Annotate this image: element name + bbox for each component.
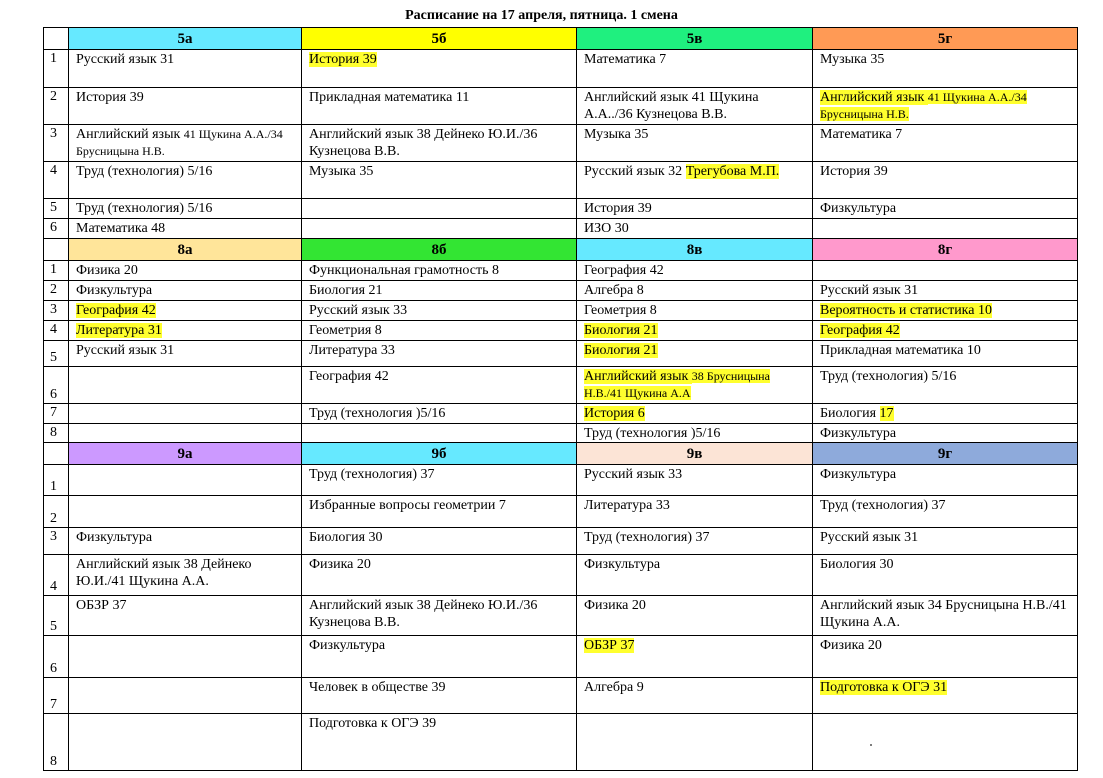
lesson-cell: [577, 125, 813, 162]
lesson-cell: [577, 714, 813, 771]
lesson-cell: [813, 424, 1078, 443]
lesson-number: 8: [44, 714, 69, 771]
lesson-cell: [302, 367, 577, 404]
lesson-number: 4: [44, 321, 69, 341]
lesson-number: 6: [44, 219, 69, 239]
subject-text: Физкультура: [76, 530, 153, 545]
lesson-cell: [813, 596, 1078, 636]
lesson-cell: [69, 714, 302, 771]
lesson-row: [44, 555, 1078, 596]
subject-text: Физика 20: [584, 598, 646, 613]
lesson-number: 1: [44, 50, 69, 88]
lesson-cell: [813, 555, 1078, 596]
lesson-cell: [302, 321, 577, 341]
highlighted-subject-text: Вероятность и статистика 10: [820, 303, 992, 318]
lesson-row: [44, 199, 1078, 219]
subject-text: Труд (технология) 37: [820, 498, 946, 513]
lesson-row: [44, 367, 1078, 404]
subject-text: Английский язык 38 Дейнеко Ю.И./36 Кузнецова В.В.: [309, 598, 538, 630]
lesson-cell: [577, 404, 813, 424]
subject-text: Физкультура: [820, 201, 897, 216]
lesson-cell: [302, 404, 577, 424]
highlighted-subject-text: История 6: [584, 406, 645, 421]
lesson-cell: [69, 596, 302, 636]
lesson-cell: [813, 496, 1078, 528]
lesson-cell: [69, 367, 302, 404]
lesson-cell: [302, 341, 577, 367]
lesson-cell: [302, 88, 577, 125]
lesson-cell: [302, 678, 577, 714]
subject-text: Функциональная грамотность 8: [309, 263, 499, 278]
highlighted-subject-text: Трегубова М.П.: [685, 164, 780, 179]
lesson-cell: [577, 528, 813, 555]
lesson-cell: [69, 199, 302, 219]
lesson-row: [44, 714, 1078, 771]
lesson-cell: [69, 404, 302, 424]
lesson-cell: [577, 219, 813, 239]
subject-text: Биология 30: [820, 557, 894, 572]
lesson-cell: [813, 125, 1078, 162]
lesson-row: [44, 125, 1078, 162]
lesson-cell: [577, 341, 813, 367]
lesson-row: [44, 281, 1078, 301]
highlighted-subject-text: 38 Брусницына Н.В./41 Щукина А.А: [584, 369, 770, 400]
lesson-cell: [813, 636, 1078, 678]
subject-text: История 39: [820, 164, 888, 179]
highlighted-subject-text: Подготовка к ОГЭ 31: [820, 680, 948, 695]
lesson-number: 7: [44, 404, 69, 424]
lesson-cell: [813, 714, 1078, 771]
lesson-number: 3: [44, 125, 69, 162]
lesson-cell: [577, 367, 813, 404]
lesson-cell: [302, 125, 577, 162]
subject-text: ИЗО 30: [584, 221, 629, 236]
subject-text: Труд (технология) 5/16: [76, 164, 213, 179]
subject-text: География 42: [309, 369, 389, 384]
lesson-cell: [69, 162, 302, 199]
class-header: 5в: [577, 28, 813, 50]
lesson-row: [44, 301, 1078, 321]
lesson-cell: [813, 301, 1078, 321]
lesson-cell: [813, 281, 1078, 301]
class-header: 9в: [577, 443, 813, 465]
lesson-cell: [69, 125, 302, 162]
subject-text: Прикладная математика 11: [309, 90, 470, 105]
class-header: 8г: [813, 239, 1078, 261]
subject-text: История 39: [76, 90, 144, 105]
subject-text: Литература 33: [584, 498, 670, 513]
subject-text: 41 Щукина А.А./34 Брусницына Н.В.: [76, 127, 283, 158]
subject-text: Английский язык 38 Дейнеко Ю.И./36 Кузнецова В.В.: [309, 127, 538, 159]
highlighted-subject-text: История 39: [309, 52, 377, 67]
highlighted-subject-text: География 42: [76, 303, 156, 318]
lesson-cell: [69, 528, 302, 555]
subject-text: Прикладная математика 10: [820, 343, 981, 358]
lesson-number: 4: [44, 555, 69, 596]
lesson-cell: [577, 496, 813, 528]
lesson-cell: [69, 301, 302, 321]
lesson-cell: [813, 367, 1078, 404]
lesson-cell: [69, 281, 302, 301]
lesson-cell: [577, 596, 813, 636]
lesson-row: [44, 636, 1078, 678]
subject-text: Труд (технология) 37: [584, 530, 710, 545]
lesson-cell: [302, 162, 577, 199]
lesson-cell: [577, 261, 813, 281]
lesson-number: 8: [44, 424, 69, 443]
lesson-cell: [69, 555, 302, 596]
lesson-row: [44, 424, 1078, 443]
subject-text: Английский язык 34 Брусницына Н.В./41 Щукина А.А.: [820, 598, 1067, 630]
lesson-cell: [302, 636, 577, 678]
lesson-cell: [69, 636, 302, 678]
lesson-cell: [302, 281, 577, 301]
lesson-number: 2: [44, 496, 69, 528]
lesson-cell: [302, 528, 577, 555]
subject-text: Физкультура: [76, 283, 153, 298]
lesson-cell: [813, 678, 1078, 714]
subject-text: Физкультура: [820, 467, 897, 482]
highlighted-subject-text: Английский язык: [820, 90, 928, 105]
lesson-row: [44, 596, 1078, 636]
lesson-number: 5: [44, 596, 69, 636]
corner-cell: [44, 239, 69, 261]
lesson-cell: [577, 50, 813, 88]
lesson-cell: [69, 219, 302, 239]
lesson-cell: [302, 199, 577, 219]
subject-text: Физкультура: [820, 426, 897, 441]
lesson-cell: [302, 424, 577, 443]
subject-text: Труд (технология) 5/16: [76, 201, 213, 216]
subject-text: Физика 20: [309, 557, 371, 572]
lesson-cell: [577, 424, 813, 443]
subject-text: Геометрия 8: [309, 323, 382, 338]
subject-text: Музыка 35: [309, 164, 374, 179]
subject-text: Человек в обществе 39: [309, 680, 446, 695]
subject-text: Музыка 35: [820, 52, 885, 67]
lesson-number: 2: [44, 281, 69, 301]
lesson-cell: [69, 496, 302, 528]
highlighted-subject-text: География 42: [820, 323, 900, 338]
subject-text: Физкультура: [584, 557, 661, 572]
subject-text: ОБЗР 37: [76, 598, 127, 613]
lesson-cell: [813, 321, 1078, 341]
lesson-cell: [69, 465, 302, 496]
lesson-row: [44, 50, 1078, 88]
lesson-number: 6: [44, 367, 69, 404]
subject-text: Биология 30: [309, 530, 383, 545]
lesson-cell: [813, 341, 1078, 367]
subject-text: Русский язык 31: [76, 52, 175, 67]
class-header-row: [44, 28, 1078, 50]
corner-cell: [44, 28, 69, 50]
highlighted-subject-text: ОБЗР 37: [584, 638, 635, 653]
highlighted-subject-text: Биология 21: [584, 323, 658, 338]
class-header: 9г: [813, 443, 1078, 465]
lesson-row: [44, 404, 1078, 424]
subject-text: Избранные вопросы геометрии 7: [309, 498, 506, 513]
lesson-cell: [302, 465, 577, 496]
subject-text: Физкультура: [309, 638, 386, 653]
subject-text: Физика 20: [76, 263, 138, 278]
lesson-cell: [302, 714, 577, 771]
subject-text: Подготовка к ОГЭ 39: [309, 716, 437, 731]
lesson-row: [44, 162, 1078, 199]
lesson-number: 4: [44, 162, 69, 199]
lesson-cell: [577, 162, 813, 199]
lesson-cell: [813, 199, 1078, 219]
lesson-row: [44, 341, 1078, 367]
lesson-number: 1: [44, 465, 69, 496]
class-header: 9б: [302, 443, 577, 465]
lesson-number: 3: [44, 301, 69, 321]
highlighted-subject-text: 41 Щукина А.А./34 Брусницына Н.В.: [820, 90, 1027, 121]
lesson-cell: [813, 465, 1078, 496]
subject-text: Биология 21: [309, 283, 383, 298]
subject-text: Русский язык 31: [820, 530, 919, 545]
stray-mark: [870, 744, 872, 746]
lesson-number: 1: [44, 261, 69, 281]
lesson-cell: [577, 321, 813, 341]
lesson-row: [44, 261, 1078, 281]
lesson-cell: [813, 404, 1078, 424]
subject-text: Алгебра 9: [584, 680, 644, 695]
highlighted-subject-text: 17: [879, 406, 894, 421]
subject-text: Труд (технология )5/16: [584, 426, 721, 441]
lesson-cell: [302, 496, 577, 528]
subject-text: Труд (технология) 5/16: [820, 369, 957, 384]
highlighted-subject-text: Биология 21: [584, 343, 658, 358]
lesson-cell: [577, 555, 813, 596]
class-header: 8в: [577, 239, 813, 261]
subject-text: Биология: [820, 406, 880, 421]
lesson-number: 5: [44, 341, 69, 367]
schedule-table: [43, 27, 1078, 771]
subject-text: Русский язык 33: [584, 467, 683, 482]
corner-cell: [44, 443, 69, 465]
lesson-cell: [577, 199, 813, 219]
lesson-cell: [813, 219, 1078, 239]
lesson-row: [44, 88, 1078, 125]
lesson-cell: [577, 678, 813, 714]
lesson-cell: [813, 261, 1078, 281]
lesson-cell: [69, 261, 302, 281]
lesson-cell: [302, 596, 577, 636]
subject-text: Русский язык 31: [820, 283, 919, 298]
subject-text: Труд (технология )5/16: [309, 406, 446, 421]
class-header: 5б: [302, 28, 577, 50]
lesson-number: 5: [44, 199, 69, 219]
subject-text: Алгебра 8: [584, 283, 644, 298]
lesson-cell: [69, 88, 302, 125]
lesson-cell: [302, 261, 577, 281]
lesson-cell: [577, 88, 813, 125]
subject-text: Английский язык 38 Дейнеко Ю.И./41 Щукина А.А.: [76, 557, 252, 589]
lesson-cell: [69, 50, 302, 88]
lesson-cell: [577, 636, 813, 678]
subject-text: Литература 33: [309, 343, 395, 358]
lesson-cell: [813, 162, 1078, 199]
lesson-number: 6: [44, 636, 69, 678]
lesson-cell: [302, 555, 577, 596]
class-header-row: [44, 239, 1078, 261]
lesson-cell: [813, 528, 1078, 555]
subject-text: Физика 20: [820, 638, 882, 653]
class-header: 8а: [69, 239, 302, 261]
lesson-row: [44, 219, 1078, 239]
lesson-row: [44, 496, 1078, 528]
lesson-row: [44, 465, 1078, 496]
lesson-cell: [577, 281, 813, 301]
subject-text: Русский язык 31: [76, 343, 175, 358]
highlighted-subject-text: Литература 31: [76, 323, 162, 338]
subject-text: Русский язык 32: [584, 164, 686, 179]
subject-text: Английский язык 41 Щукина А.А../36 Кузнецова В.В.: [584, 90, 759, 122]
lesson-cell: [302, 50, 577, 88]
lesson-row: [44, 678, 1078, 714]
subject-text: Русский язык 33: [309, 303, 408, 318]
class-header: 9а: [69, 443, 302, 465]
lesson-cell: [302, 219, 577, 239]
subject-text: Математика 7: [820, 127, 903, 142]
lesson-row: [44, 321, 1078, 341]
class-header: 5а: [69, 28, 302, 50]
subject-text: Математика 48: [76, 221, 166, 236]
lesson-cell: [813, 88, 1078, 125]
subject-text: Труд (технология) 37: [309, 467, 435, 482]
lesson-cell: [69, 424, 302, 443]
lesson-cell: [813, 50, 1078, 88]
subject-text: География 42: [584, 263, 664, 278]
lesson-cell: [69, 341, 302, 367]
subject-text: Музыка 35: [584, 127, 649, 142]
lesson-cell: [69, 321, 302, 341]
subject-text: Математика 7: [584, 52, 667, 67]
lesson-number: 2: [44, 88, 69, 125]
lesson-cell: [302, 301, 577, 321]
subject-text: История 39: [584, 201, 652, 216]
highlighted-subject-text: Английский язык: [584, 369, 692, 384]
subject-text: Геометрия 8: [584, 303, 657, 318]
subject-text: Английский язык: [76, 127, 184, 142]
lesson-number: 7: [44, 678, 69, 714]
class-header: 8б: [302, 239, 577, 261]
page-title: Расписание на 17 апреля, пятница. 1 смена: [405, 8, 678, 23]
lesson-cell: [69, 678, 302, 714]
class-header-row: [44, 443, 1078, 465]
lesson-number: 3: [44, 528, 69, 555]
class-header: 5г: [813, 28, 1078, 50]
lesson-cell: [577, 465, 813, 496]
lesson-cell: [577, 301, 813, 321]
lesson-row: [44, 528, 1078, 555]
